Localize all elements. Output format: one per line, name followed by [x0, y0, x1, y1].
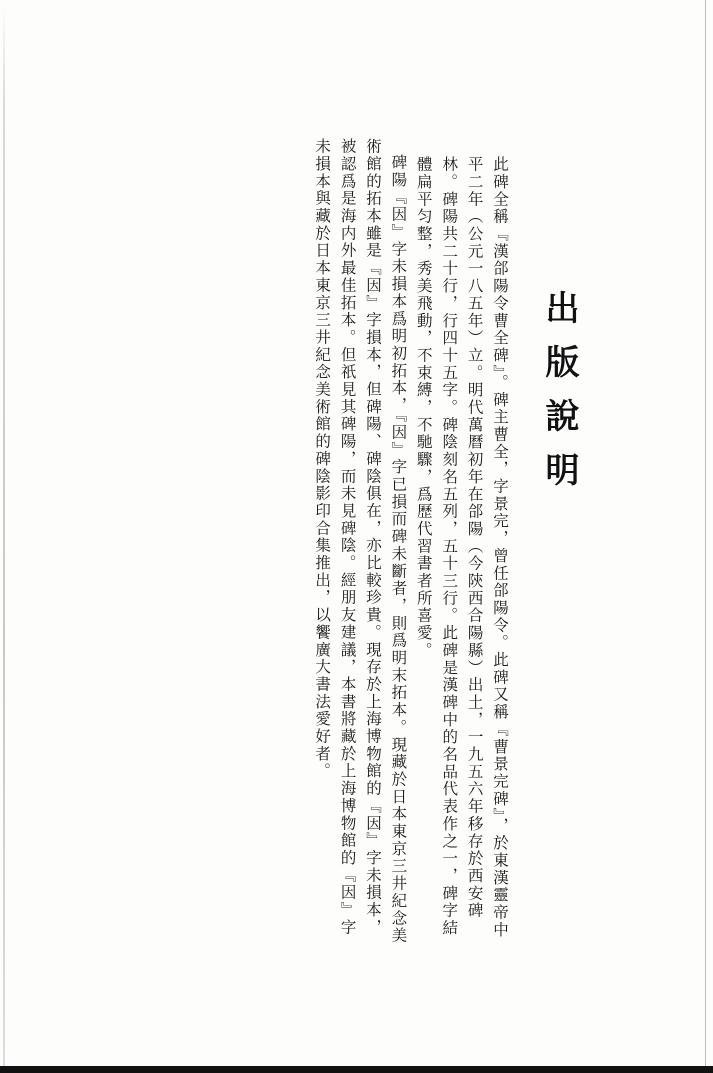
- paragraph-2: 碑陽『因』字未損本爲明初拓本，『因』字已損而碑未斷者，則爲明末拓本。現藏於日本東京三井紀念美術館的拓本雖是『因』字損本，但碑陽、碑陰俱在，亦比較珍貴。現存於上海博物館的『因』字未損本，被認爲是海内外最佳拓本。但祇見其碑陽，而未見碑陰。經朋友建議，本書將藏於上海博物館的『因』字未損本與藏於日本東京三井紀念美術館的碑陰影印合集推出，以饗廣大書法愛好者。: [313, 138, 408, 944]
- body-text: [282, 138, 512, 948]
- paragraph-1: 此碑全稱『漢郃陽令曹全碑』。碑主曹全，字景完，曾任郃陽令。此碑又稱『曹景完碑』，於東漢靈帝中平二年（公元一八五年）立。明代萬曆初年在郃陽（今陝西合陽縣）出土，一九五六年移存於西安碑林。碑陽共二十行，行四十五字。碑陰刻名五列，五十三行。此碑是漢碑中的名品代表作之一，碑字結體扁平匀整，秀美飛動，不束縛，不馳驟，爲歷代習書者所喜愛。: [414, 156, 509, 939]
- right-scan-edge: [705, 0, 706, 1073]
- bottom-scan-edge: [0, 1066, 713, 1073]
- left-scan-edge: [3, 0, 5, 1073]
- page-title: 出版說明: [539, 290, 579, 506]
